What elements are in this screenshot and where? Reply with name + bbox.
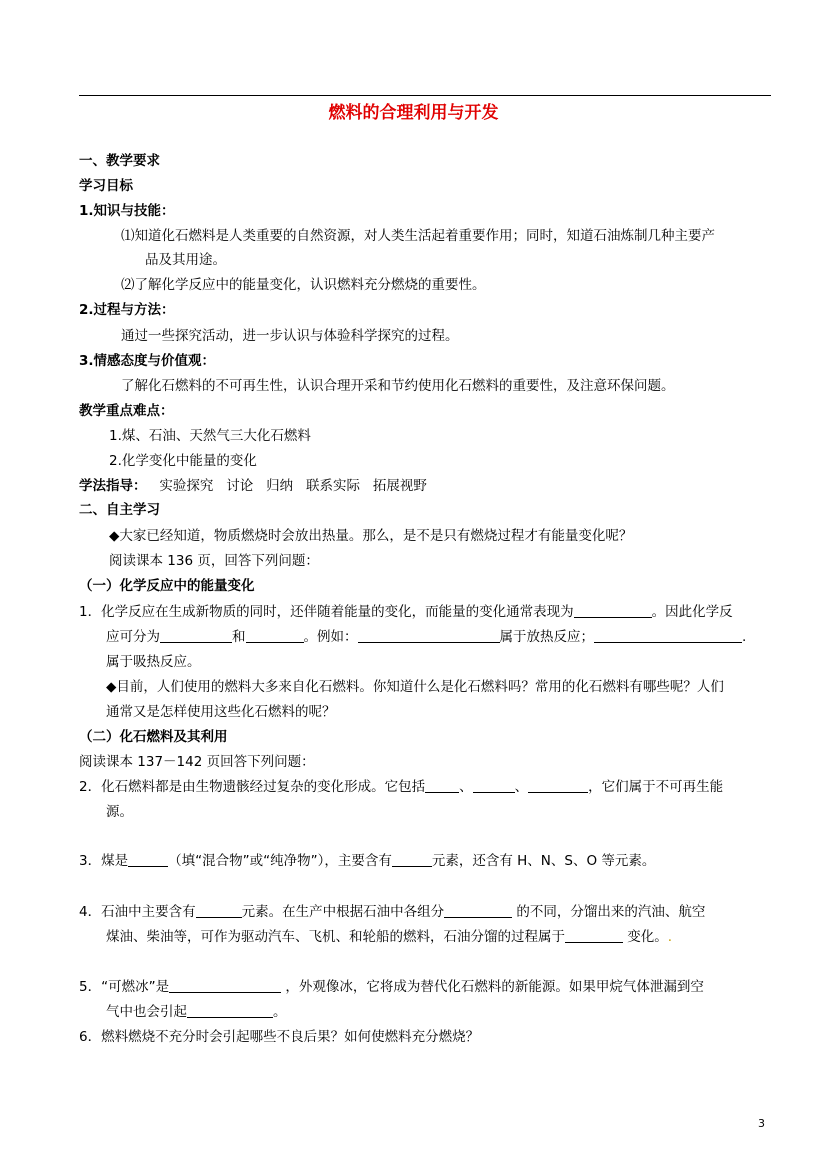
q1-text-e: 。例如：: [303, 629, 358, 645]
section-heading-self-study: 二、自主学习: [79, 502, 160, 518]
knowledge-item-2: ⑵了解化学反应中的能量变化，认识燃料充分燃烧的重要性。: [121, 277, 486, 293]
q1-blank-2[interactable]: [160, 629, 232, 643]
q4-text-c: 的不同，分馏出来的汽油、航空: [512, 904, 706, 920]
knowledge-heading: 1.知识与技能：: [79, 203, 175, 219]
knowledge-item-1-cont: 品及其用途。: [145, 252, 226, 268]
q1-text-d: 和: [232, 629, 246, 645]
q1-text-b: 。因此化学反: [651, 604, 733, 620]
question-3: [79, 852, 655, 870]
key-points-heading: 教学重点难点：: [79, 403, 174, 419]
q5-blank-2[interactable]: [187, 1004, 273, 1018]
learning-goals-heading: 学习目标: [79, 178, 133, 194]
attitude-item: 了解化石燃料的不可再生性，认识合理开采和节约使用化石燃料的重要性，及注意环保问题。: [121, 378, 675, 394]
q4-blank-2[interactable]: [444, 904, 512, 918]
method-body: 实验探究 讨论 归纳 联系实际 拓展视野: [146, 478, 427, 494]
q1-text: 1．化学反应在生成新物质的同时，还伴随着能量的变化，而能量的变化通常表现为: [79, 604, 574, 620]
question-4-line-2: [106, 928, 672, 946]
knowledge-item-1: ⑴知道化石燃料是人类重要的自然资源，对人类生活起着重要作用；同时，知道石油炼制几种主要产: [121, 228, 715, 244]
method-line: [79, 477, 427, 495]
question-1-line-2: [106, 628, 746, 646]
q5-text-c: 气中也会引起: [106, 1004, 187, 1020]
page-number: 3: [758, 1117, 765, 1130]
q3-text-b: （填“混合物”或“纯净物”），主要含有: [168, 853, 392, 869]
q5-text-b: ，外观像冰，它将成为替代化石燃料的新能源。如果甲烷气体泄漏到空: [281, 979, 704, 995]
attitude-heading: 3.情感态度与价值观：: [79, 353, 216, 369]
q4-text-d: 煤油、柴油等，可作为驱动汽车、飞机、和轮船的燃料，石油分馏的过程属于: [106, 929, 565, 945]
key-point-1: 1.煤、石油、天然气三大化石燃料: [109, 428, 311, 444]
q2-blank-1[interactable]: [425, 779, 459, 793]
key-point-2: 2.化学变化中能量的变化: [109, 453, 257, 469]
q2-text-b: ，它们属于不可再生能: [588, 779, 724, 795]
header-rule: [79, 95, 771, 96]
q3-blank-2[interactable]: [392, 853, 432, 867]
subsection-fossil-fuels: （二）化石燃料及其利用: [79, 729, 228, 745]
question-6: 6．燃料燃烧不充分时会引起哪些不良后果？如何使燃料充分燃烧？: [79, 1029, 480, 1045]
question-5-line-1: [79, 978, 704, 996]
q2-blank-3[interactable]: [528, 779, 588, 793]
q4-text-b: 元素。在生产中根据石油中各组分: [241, 904, 445, 920]
question-1-line-3: 属于吸热反应。: [106, 654, 201, 670]
page-title: 燃料的合理利用与开发: [328, 103, 499, 123]
q1-text-c: 应可分为: [106, 629, 160, 645]
q4-dot: .: [667, 929, 673, 945]
question-1-line-1: [79, 603, 733, 621]
q2-sep-2: 、: [514, 779, 529, 795]
section-heading-requirements: 一、教学要求: [79, 153, 160, 169]
question-5-line-2: [106, 1003, 287, 1021]
q2-sep-1: 、: [459, 779, 473, 795]
q4-blank-1[interactable]: [196, 904, 242, 918]
question-2-line-2: 源。: [106, 804, 133, 820]
subsection-energy: （一）化学反应中的能量变化: [79, 578, 255, 594]
q5-text-d: 。: [273, 1004, 287, 1020]
q1-blank-5[interactable]: [594, 629, 742, 643]
reading-instruction-2: 阅读课本 137－142 页回答下列问题：: [79, 754, 315, 770]
q4-blank-3[interactable]: [565, 929, 623, 943]
question-2-line-1: [79, 778, 723, 796]
question-4-line-1: [79, 903, 705, 921]
method-heading: 学法指导：: [79, 478, 147, 494]
q5-text: 5．“可燃冰”是: [79, 979, 170, 995]
reading-instruction-1: 阅读课本 136 页，回答下列问题：: [109, 553, 319, 569]
q3-text: 3．煤是: [79, 853, 129, 869]
q1-blank-1[interactable]: [574, 604, 652, 618]
q2-text: 2．化石燃料都是由生物遗骸经过复杂的变化形成。它包括: [79, 779, 426, 795]
intro-paragraph: ◆大家已经知道，物质燃烧时会放出热量。那么，是不是只有燃烧过程才有能量变化呢？: [109, 528, 633, 544]
q1-blank-4[interactable]: [358, 629, 500, 643]
q1-blank-3[interactable]: [246, 629, 304, 643]
q3-blank-1[interactable]: [128, 853, 168, 867]
intro-paragraph-2-cont: 通常又是怎样使用这些化石燃料的呢？: [106, 704, 336, 720]
q5-blank-1[interactable]: [169, 979, 281, 993]
q1-text-f: 属于放热反应；: [499, 629, 594, 645]
intro-paragraph-2: ◆目前，人们使用的燃料大多来自化石燃料。你知道什么是化石燃料吗？常用的化石燃料有哪些呢？人们: [106, 679, 724, 695]
q1-text-g: .: [742, 629, 747, 645]
q4-text-e: 变化。: [623, 929, 668, 945]
q4-text: 4．石油中主要含有: [79, 904, 196, 920]
q3-text-c: 元素，还含有 H、N、S、O 等元素。: [431, 853, 656, 869]
q2-blank-2[interactable]: [473, 779, 515, 793]
process-item: 通过一些探究活动，进一步认识与体验科学探究的过程。: [121, 328, 459, 344]
process-heading: 2.过程与方法：: [79, 302, 175, 318]
